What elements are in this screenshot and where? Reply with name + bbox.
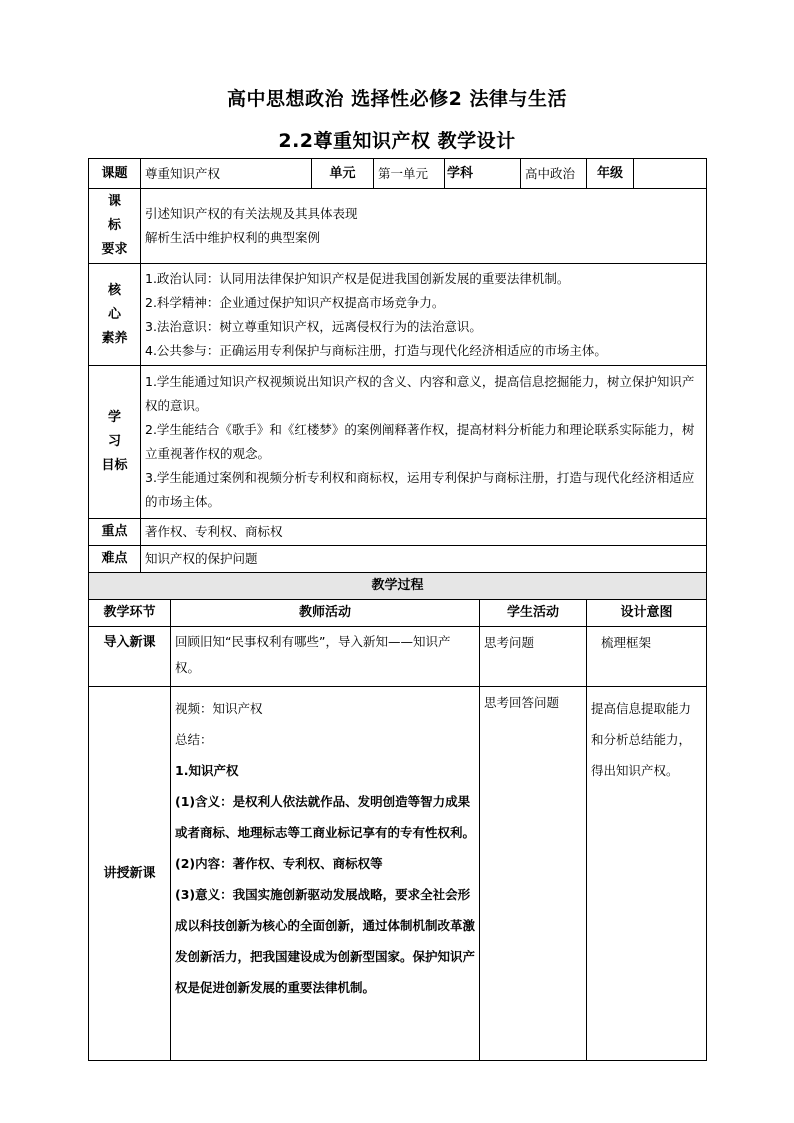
literacy-label-line-2: 素养 [101, 330, 128, 346]
unit-label: 单元 [312, 159, 374, 189]
lecture-teacher [171, 687, 480, 1061]
lecture-intent: 提高信息提取能力和分析总结能力，得出知识产权。 [587, 687, 707, 1061]
lecture-line: (3)意义：我国实施创新驱动发展战略，要求全社会形成以科技创新为核心的全面创新，通过体制机制改革激发创新活力，把我国建设成为创新型国家。保护知识产权是促进创新发展的重要法律机制。 [175, 887, 476, 995]
subject-value: 高中政治 [521, 159, 587, 189]
key-points-label: 重点 [89, 519, 141, 546]
standards-content [141, 189, 707, 264]
lesson-plan-table [88, 158, 707, 1061]
key-points-row [89, 519, 707, 546]
process-heading-row [89, 573, 707, 600]
column-stage: 教学环节 [89, 600, 171, 627]
info-row [89, 159, 707, 189]
document-subtitle: 2.2尊重知识产权 教学设计 [278, 130, 516, 152]
objective-item: 1.学生能通过知识产权视频说出知识产权的含义、内容和意义，提高信息挖掘能力，树立保护知识产权的意识。 [145, 374, 695, 413]
lecture-stage: 讲授新课 [89, 687, 171, 1061]
standards-line: 引述知识产权的有关法规及其具体表现 [145, 206, 358, 221]
objectives-label-line-2: 目标 [101, 458, 128, 473]
difficulties-label: 难点 [89, 546, 141, 573]
standards-line: 解析生活中维护权利的典型案例 [145, 230, 321, 245]
topic-value: 尊重知识产权 [141, 159, 312, 189]
lecture-line: 1.知识产权 [175, 763, 239, 778]
intro-teacher: 回顾旧知“民事权利有哪些”，导入新知——知识产权。 [171, 627, 480, 687]
standards-row [89, 189, 707, 264]
standards-label-line-2: 要求 [101, 242, 128, 257]
difficulties-row [89, 546, 707, 573]
literacy-content [141, 264, 707, 366]
standards-label-line-1: 课 标 [107, 194, 129, 233]
literacy-item: 1.政治认同：认同用法律保护知识产权是促进我国创新发展的重要法律机制。 [145, 270, 570, 286]
literacy-item: 2.科学精神：企业通过保护知识产权提高市场竞争力。 [145, 294, 445, 310]
grade-value [634, 159, 707, 189]
standards-label [89, 189, 141, 264]
key-points-value: 著作权、专利权、商标权 [141, 519, 707, 546]
lecture-line: 视频：知识产权 [175, 701, 263, 716]
literacy-row [89, 264, 707, 366]
literacy-item: 3.法治意识：树立尊重知识产权，远离侵权行为的法治意识。 [145, 318, 482, 334]
literacy-item: 4.公共参与：正确运用专利保护与商标注册，打造与现代化经济相适应的市场主体。 [145, 342, 607, 358]
topic-label: 课题 [89, 159, 141, 189]
objectives-label-line-1: 学 习 [107, 410, 129, 449]
process-heading: 教学过程 [89, 573, 707, 600]
unit-value: 第一单元 [374, 159, 445, 189]
lecture-student: 思考回答问题 [480, 687, 587, 1061]
difficulties-value: 知识产权的保护问题 [141, 546, 707, 573]
literacy-label-line-1: 核 心 [107, 282, 129, 322]
intro-student: 思考问题 [480, 627, 587, 687]
objectives-label [89, 366, 141, 519]
lecture-line: (2)内容：著作权、专利权、商标权等 [175, 856, 383, 871]
column-intent: 设计意图 [587, 600, 707, 627]
objectives-content [141, 366, 707, 519]
column-teacher: 教师活动 [171, 600, 480, 627]
grade-label: 年级 [587, 159, 634, 189]
document-title: 高中思想政治 选择性必修2 法律与生活 [227, 88, 567, 110]
intro-stage: 导入新课 [89, 627, 171, 687]
objective-item: 2.学生能结合《歌手》和《红楼梦》的案例阐释著作权，提高材料分析能力和理论联系实际能力，树立重视著作权的观念。 [145, 422, 695, 461]
lecture-row [89, 687, 707, 1061]
lecture-line: 总结： [175, 732, 213, 747]
objectives-row [89, 366, 707, 519]
column-student: 学生活动 [480, 600, 587, 627]
lecture-line: (1)含义：是权利人依法就作品、发明创造等智力成果或者商标、地理标志等工商业标记享有的专有性权利。 [175, 794, 476, 840]
intro-intent: 梳理框架 [587, 627, 707, 687]
literacy-label [89, 264, 141, 366]
process-columns-row [89, 600, 707, 627]
objective-item: 3.学生能通过案例和视频分析专利权和商标权，运用专利保护与商标注册，打造与现代化经济相适应的市场主体。 [145, 470, 695, 509]
intro-row [89, 627, 707, 687]
subject-label: 学科 [445, 159, 521, 189]
